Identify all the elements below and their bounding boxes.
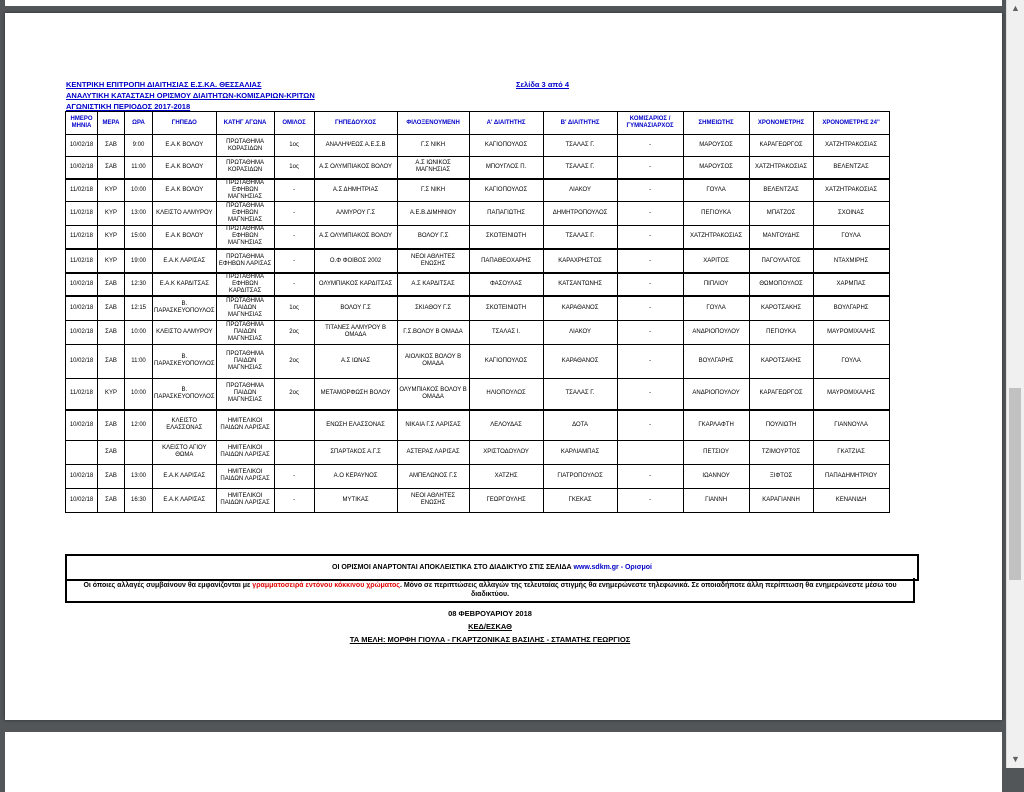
table-cell: ΚΑΡΟΤΣΑΚΗΣ [749,344,813,378]
table-cell: ΟΛΥΜΠΙΑΚΟΣ ΚΑΡΔΙΤΣΑΣ [314,273,397,296]
table-cell: ΝΤΑΧΜΙΡΗΣ [813,249,889,273]
scrollbar-thumb[interactable] [1009,388,1021,580]
header-season: ΑΓΩΝΙΣΤΙΚΗ ΠΕΡΙΟΔΟΣ 2017-2018 [66,102,191,111]
table-cell: ΘΩΜΟΠΟΥΛΟΣ [749,273,813,296]
table-cell: - [274,488,314,512]
table-cell: ΑΝΔΡΙΟΠΟΥΛΟΥ [683,320,749,344]
table-cell: - [274,201,314,225]
table-cell: 10/02/18 [66,344,98,378]
table-cell: 10:00 [125,179,153,202]
notice-changes-after: . Μόνο σε περιπτώσεις αλλαγών της τελευταίας στιγμής θα ενημερώνεστε τηλεφωνικά. Σε οποιαδήποτε άλλη περίπτωση θα ενημερώνεστε μέσω του διαδικτύου. [399,582,897,598]
table-cell: ΧΡΙΣΤΟΔΟΥΛΟΥ [469,440,543,464]
column-header: ΚΑΤΗΓ ΑΓΩΝΑ [216,112,274,135]
table-cell: ΠΡΩΤΑΘΗΜΑ ΚΟΡΑΣΙΔΩΝ [216,157,274,179]
table-cell: ΣΑΒ [98,157,125,179]
table-cell: ΓΙΑΤΡΟΠΟΥΛΟΣ [543,464,617,488]
table-cell: 2ος [274,344,314,378]
table-cell: ΤΣΑΛΑΣ Ι. [469,320,543,344]
table-cell: 16:30 [125,488,153,512]
table-cell: ΚΑΡΑΧΡΗΣΤΟΣ [543,249,617,273]
table-cell: - [617,157,683,179]
table-cell: ΗΜΙΤΕΛΙΚΟΙ ΠΑΙΔΩΝ ΛΑΡΙΣΑΣ [216,410,274,440]
column-header: Α' ΔΙΑΙΤΗΤΗΣ [469,112,543,135]
table-cell: ΜΠΑΤΖΟΣ [749,201,813,225]
table-cell: ΧΑΤΖΗΤΡΑΚΟΣΙΑΣ [813,179,889,202]
table-cell: ΚΑΡΑΘΑΝΟΣ [543,296,617,320]
table-cell: ΚΕΝΑΝΙΔΗ [813,488,889,512]
column-header: ΗΜΕΡΟ ΜΗΝΙΑ [66,112,98,135]
table-cell: ΣΑΒ [98,273,125,296]
table-cell: ΣΠΑΡΤΑΚΟΣ Α.Γ.Σ [314,440,397,464]
table-body [66,135,890,513]
table-cell: ΚΛΕΙΣΤΟ ΕΛΑΣΣΟΝΑΣ [153,410,217,440]
table-cell: ΓΟΥΛΑ [813,344,889,378]
table-cell: ΠΕΓΙΟΥΚΑ [749,320,813,344]
table-cell: 11/02/18 [66,378,98,410]
page-number-label: Σελίδα 3 από 4 [516,80,570,89]
table-cell: ΓΚΕΚΑΣ [543,488,617,512]
table-cell: ΣΑΒ [98,464,125,488]
table-row [66,378,890,410]
table-cell: Α.Σ ΙΩΝΙΚΟΣ ΜΑΓΝΗΣΙΑΣ [397,157,469,179]
column-header: ΩΡΑ [125,112,153,135]
table-cell: Ε.Α.Κ ΒΟΛΟΥ [153,179,217,202]
table-cell: ΑΜΠΕΛΩΝΟΣ Γ.Σ [397,464,469,488]
table-cell: ΤΙΤΑΝΕΣ ΑΛΜΥΡΟΥ Β ΟΜΑΔΑ [314,320,397,344]
table-cell: Α.Σ ΚΑΡΔΙΤΣΑΣ [397,273,469,296]
table-cell: ΛΙΑΚΟΥ [543,320,617,344]
table-cell: ΣΑΒ [98,296,125,320]
table-cell [274,440,314,464]
table-cell: Γ.Σ.ΒΟΛΟΥ Β ΟΜΑΔΑ [397,320,469,344]
table-cell: 11/02/18 [66,225,98,249]
table-cell: - [274,179,314,202]
column-header: ΣΗΜΕΙΩΤΗΣ [683,112,749,135]
table-cell: - [617,464,683,488]
table-cell: ΑΝΑΛΗΨΕΩΣ Α.Ε.Σ.Β [314,135,397,157]
notice-changes-before: Οι όποιες αλλαγές συμβαίνουν θα εμφανίζονται με [83,582,253,589]
table-cell: 13:00 [125,464,153,488]
footer-organization: ΚΕΔ/ΕΣΚΑΘ [468,622,512,631]
notice-changes [65,578,915,603]
table-cell: ΠΡΩΤΑΘΗΜΑ ΠΑΙΔΩΝ ΜΑΓΝΗΣΙΑΣ [216,378,274,410]
table-cell: 11/02/18 [66,179,98,202]
table-cell: - [274,249,314,273]
table-cell: ΑΣΤΕΡΑΣ ΛΑΡΙΣΑΣ [397,440,469,464]
column-header: ΓΗΠΕΔΟΥΧΟΣ [314,112,397,135]
table-cell: ΣΚΙΑΘΟΥ Γ.Σ [397,296,469,320]
table-cell: ΜΥΤΙΚΑΣ [314,488,397,512]
table-cell: 19:00 [125,249,153,273]
table-cell: ΑΝΔΡΙΟΠΟΥΛΟΥ [683,378,749,410]
table-cell: 1ος [274,157,314,179]
table-cell: ΚΑΓΙΟΠΟΥΛΟΣ [469,135,543,157]
table-cell: ΒΟΛΟΥ Γ.Σ [314,296,397,320]
table-cell: 12:00 [125,410,153,440]
column-header: Β' ΔΙΑΙΤΗΤΗΣ [543,112,617,135]
table-cell: ΚΑΤΣΑΝΤΩΝΗΣ [543,273,617,296]
table-cell [66,440,98,464]
table-row [66,273,890,296]
table-cell: ΑΛΜΥΡΟΥ Γ.Σ [314,201,397,225]
table-cell: ΚΥΡ [98,201,125,225]
table-cell: ΠΡΩΤΑΘΗΜΑ ΕΦΗΒΩΝ ΛΑΡΙΣΑΣ [216,249,274,273]
table-cell: ΣΑΒ [98,320,125,344]
table-cell: Γ.Σ ΝΙΚΗ [397,179,469,202]
table-cell: ΒΟΥΛΓΑΡΗΣ [813,296,889,320]
table-cell: ΠΕΤΣΙΟΥ [683,440,749,464]
table-cell: ΤΖΙΜΟΥΡΤΟΣ [749,440,813,464]
table-cell: 11:00 [125,157,153,179]
table-cell: ΣΑΒ [98,488,125,512]
table-cell: - [274,225,314,249]
table-cell: ΜΑΥΡΟΜΙΧΑΛΗΣ [813,378,889,410]
table-cell: ΝΕΟΙ ΑΘΛΗΤΕΣ ΕΝΩΣΗΣ [397,488,469,512]
table-row [66,440,890,464]
table-row [66,320,890,344]
table-cell: Ε.Α.Κ ΛΑΡΙΣΑΣ [153,249,217,273]
scroll-up-arrow-icon[interactable]: ▲ [1011,3,1020,13]
table-cell: ΒΕΛΕΝΤΖΑΣ [813,157,889,179]
table-cell: Ε.Α.Κ ΒΟΛΟΥ [153,157,217,179]
table-cell: ΧΑΤΖΗΣ [469,464,543,488]
table-cell: ΚΑΓΙΟΠΟΥΛΟΣ [469,179,543,202]
table-row [66,225,890,249]
table-row [66,157,890,179]
table-cell: ΗΜΙΤΕΛΙΚΟΙ ΠΑΙΔΩΝ ΛΑΡΙΣΑΣ [216,440,274,464]
table-cell: 10/02/18 [66,410,98,440]
table-row [66,410,890,440]
schedule-table [65,111,890,513]
table-cell: ΧΑΤΖΗΤΡΑΚΟΣΙΑΣ [749,157,813,179]
table-cell: Ε.Α.Κ ΒΟΛΟΥ [153,135,217,157]
table-cell: ΠΟΥΛΙΩΤΗ [749,410,813,440]
table-cell: ΝΙΚΑΙΑ Γ.Σ ΛΑΡΙΣΑΣ [397,410,469,440]
table-cell: Β. ΠΑΡΑΣΚΕΥΟΠΟΥΛΟΣ [153,344,217,378]
table-row [66,488,890,512]
table-cell: Ε.Α.Κ ΛΑΡΙΣΑΣ [153,488,217,512]
table-cell: 10/02/18 [66,296,98,320]
table-cell: ΣΚΟΤΕΙΝΙΩΤΗ [469,225,543,249]
table-cell: ΚΛΕΙΣΤΟ ΑΓΙΟΥ ΘΩΜΑ [153,440,217,464]
table-cell: Α.Ο ΚΕΡΑΥΝΟΣ [314,464,397,488]
table-cell: - [274,273,314,296]
table-cell: ΓΟΥΛΑ [683,179,749,202]
table-cell: ΟΛΥΜΠΙΑΚΟΣ ΒΟΛΟΥ Β ΟΜΑΔΑ [397,378,469,410]
table-cell: ΚΑΡΟΤΣΑΚΗΣ [749,296,813,320]
table-cell: ΛΕΛΟΥΔΑΣ [469,410,543,440]
table-cell: Ε.Α.Κ ΛΑΡΙΣΑΣ [153,464,217,488]
table-cell: ΧΑΡΙΤΟΣ [683,249,749,273]
table-cell: 10/02/18 [66,488,98,512]
column-header: ΧΡΟΝΟΜΕΤΡΗΣ 24'' [813,112,889,135]
table-cell: ΠΕΓΙΟΥΚΑ [683,201,749,225]
table-cell: 10:00 [125,320,153,344]
table-cell: ΓΙΑΝΝΟΥΛΑ [813,410,889,440]
notice-changes-red: γραμματοσειρά εντόνου κόκκινου χρώματος [252,582,400,589]
notice-online-only [65,554,919,581]
table-cell: - [617,225,683,249]
table-row [66,296,890,320]
column-header: ΚΟΜΙΣΑΡΙΟΣ / ΓΥΜΝΑΣΙΑΡΧΟΣ [617,112,683,135]
table-cell: ΠΡΩΤΑΘΗΜΑ ΠΑΙΔΩΝ ΜΑΓΝΗΣΙΑΣ [216,344,274,378]
table-row [66,135,890,157]
table-cell: ΠΑΠΑΔΗΜΗΤΡΙΟΥ [813,464,889,488]
table-cell: ΚΑΓΙΟΠΟΥΛΟΣ [469,344,543,378]
table-cell: ΚΑΡΑΓΕΩΡΓΟΣ [749,378,813,410]
table-cell: ΣΚΟΤΕΙΝΙΩΤΗ [469,296,543,320]
table-cell: Γ.Σ ΝΙΚΗ [397,135,469,157]
table-cell: ΣΑΒ [98,440,125,464]
table-cell: - [617,179,683,202]
table-cell: Ο.Φ ΦΟΙΒΟΣ 2002 [314,249,397,273]
table-cell: - [274,464,314,488]
column-header: ΓΗΠΕΔΟ [153,112,217,135]
table-row [66,464,890,488]
document-page [5,13,1002,720]
table-cell: 10/02/18 [66,135,98,157]
table-cell: - [617,273,683,296]
table-cell: 13:00 [125,201,153,225]
table-cell: Β. ΠΑΡΑΣΚΕΥΟΠΟΥΛΟΣ [153,296,217,320]
table-cell: ΚΛΕΙΣΤΟ ΑΛΜΥΡΟΥ [153,320,217,344]
footer-members: ΤΑ ΜΕΛΗ: ΜΟΡΦΗ ΓΙΟΥΛΑ - ΓΚΑΡΤΖΟΝΙΚΑΣ ΒΑΣΙΛΗΣ - ΣΤΑΜΑΤΗΣ ΓΕΩΡΓΙΟΣ [349,635,631,644]
table-cell: ΓΕΩΡΓΟΥΛΗΣ [469,488,543,512]
table-cell: ΤΣΑΛΑΣ Γ. [543,157,617,179]
table-cell: Α.Σ ΙΩΝΑΣ [314,344,397,378]
table-cell: ΓΟΥΛΑ [683,296,749,320]
column-header: ΜΕΡΑ [98,112,125,135]
table-cell: ΑΙΟΛΙΚΟΣ ΒΟΛΟΥ Β ΟΜΑΔΑ [397,344,469,378]
table-cell: - [617,296,683,320]
table-cell: ΠΑΠΑΓΙΩΤΗΣ [469,201,543,225]
table-cell: ΓΚΑΤΖΙΑΣ [813,440,889,464]
table-cell: ΦΑΣΟΥΛΑΣ [469,273,543,296]
table-cell: ΞΙΦΤΟΣ [749,464,813,488]
table-cell: - [617,344,683,378]
table-cell: 12:30 [125,273,153,296]
table-cell: Ε.Α.Κ ΚΑΡΔΙΤΣΑΣ [153,273,217,296]
table-cell: Α.Σ ΔΗΜΗΤΡΙΑΣ [314,179,397,202]
table-cell: 10/02/18 [66,464,98,488]
table-cell: ΝΕΟΙ ΑΘΛΗΤΕΣ ΕΝΩΣΗΣ [397,249,469,273]
table-cell: Α.Σ ΟΛΥΜΠΙΑΚΟΣ ΒΟΛΟΥ [314,157,397,179]
next-page [5,732,1002,792]
table-cell: ΣΑΒ [98,135,125,157]
table-cell: Ε.Α.Κ ΒΟΛΟΥ [153,225,217,249]
table-cell: ΠΡΩΤΑΘΗΜΑ ΠΑΙΔΩΝ ΜΑΓΝΗΣΙΑΣ [216,296,274,320]
table-cell: ΒΕΛΕΝΤΖΑΣ [749,179,813,202]
footer-date: 08 ΦΕΒΡΟΥΑΡΙΟΥ 2018 [448,609,532,618]
previous-page-edge [5,0,1002,6]
table-cell [125,440,153,464]
table-cell: ΔΗΜΗΤΡΟΠΟΥΛΟΣ [543,201,617,225]
table-cell: - [617,488,683,512]
column-header: ΦΙΛΟΞΕΝΟΥΜΕΝΗ [397,112,469,135]
table-cell: ΕΝΩΣΗ ΕΛΑΣΣΟΝΑΣ [314,410,397,440]
table-cell: ΗΜΙΤΕΛΙΚΟΙ ΠΑΙΔΩΝ ΛΑΡΙΣΑΣ [216,464,274,488]
table-cell: ΣΑΒ [98,410,125,440]
table-cell: 2ος [274,378,314,410]
table-cell: - [617,320,683,344]
table-cell: ΙΩΑΝΝΟΥ [683,464,749,488]
table-cell: ΒΟΥΛΓΑΡΗΣ [683,344,749,378]
table-cell: - [617,135,683,157]
table-cell: 10/02/18 [66,273,98,296]
column-header: ΧΡΟΝΟΜΕΤΡΗΣ [749,112,813,135]
table-cell: 10/02/18 [66,157,98,179]
table-cell: - [617,410,683,440]
table-cell: 10:00 [125,378,153,410]
table-cell: 2ος [274,320,314,344]
table-cell: ΤΣΑΛΑΣ Γ. [543,378,617,410]
table-cell: Α.Σ ΟΛΥΜΠΙΑΚΟΣ ΒΟΛΟΥ [314,225,397,249]
table-cell: ΜΑΡΟΥΣΟΣ [683,157,749,179]
table-cell: ΚΑΡΑΓΙΑΝΝΗ [749,488,813,512]
table-cell: ΒΟΛΟΥ Γ.Σ [397,225,469,249]
table-cell: ΜΑΥΡΟΜΙΧΑΛΗΣ [813,320,889,344]
table-cell: ΠΙΠΛΙΟΥ [683,273,749,296]
table-cell: ΣΧΟΙΝΑΣ [813,201,889,225]
table-cell: ΠΡΩΤΑΘΗΜΑ ΚΟΡΑΣΙΔΩΝ [216,135,274,157]
table-row [66,344,890,378]
table-cell: ΤΣΑΛΑΣ Γ. [543,135,617,157]
table-cell: 12:15 [125,296,153,320]
table-cell: ΓΟΥΛΑ [813,225,889,249]
header-committee: ΚΕΝΤΡΙΚΗ ΕΠΙΤΡΟΠΗ ΔΙΑΙΤΗΣΙΑΣ Ε.Σ.ΚΑ. ΘΕΣΣΑΛΙΑΣ [66,80,262,89]
table-cell: ΚΥΡ [98,378,125,410]
table-cell: 1ος [274,296,314,320]
table-cell: Α.Ε.Β.ΔΙΜΗΝΙΟΥ [397,201,469,225]
table-cell: - [617,249,683,273]
table-row [66,179,890,202]
notice-online-text: ΟΙ ΟΡΙΣΜΟΙ ΑΝΑΡΤΟΝΤΑΙ ΑΠΟΚΛΕΙΣΤΙΚΑ ΣΤΟ ΔΙΑΔΙΚΤΥΟ ΣΤΙΣ ΣΕΛΙΔΑ [332,564,572,571]
table-cell: 1ος [274,135,314,157]
table-cell: ΗΛΙΟΠΟΥΛΟΣ [469,378,543,410]
notice-website-link[interactable]: www.sdkm.gr - Ορισμοί [573,564,652,571]
table-row [66,201,890,225]
table-cell: ΠΡΩΤΑΘΗΜΑ ΕΦΗΒΩΝ ΜΑΓΝΗΣΙΑΣ [216,201,274,225]
table-cell: ΓΙΑΝΝΗ [683,488,749,512]
table-cell: 11/02/18 [66,201,98,225]
table-cell: - [617,378,683,410]
table-cell: ΚΥΡ [98,179,125,202]
table-cell: Β. ΠΑΡΑΣΚΕΥΟΠΟΥΛΟΣ [153,378,217,410]
table-cell: ΓΚΑΡΛΑΦΤΗ [683,410,749,440]
table-cell: ΠΑΓΟΥΛΑΤΟΣ [749,249,813,273]
table-cell [617,440,683,464]
table-cell: ΠΡΩΤΑΘΗΜΑ ΠΑΙΔΩΝ ΜΑΓΝΗΣΙΑΣ [216,320,274,344]
table-cell: ΚΑΡΑΘΑΝΟΣ [543,344,617,378]
table-cell: ΜΕΤΑΜΟΡΦΩΣΗ ΒΟΛΟΥ [314,378,397,410]
table-cell: ΣΑΒ [98,344,125,378]
table-header-row [66,112,890,135]
table-cell: ΚΑΡΑΓΕΩΡΓΟΣ [749,135,813,157]
table-cell: ΚΑΡΛΙΑΜΠΑΣ [543,440,617,464]
table-cell: ΠΡΩΤΑΘΗΜΑ ΕΦΗΒΩΝ ΜΑΓΝΗΣΙΑΣ [216,225,274,249]
table-cell: ΜΑΡΟΥΣΟΣ [683,135,749,157]
table-cell: ΤΣΑΛΑΣ Γ. [543,225,617,249]
header-report-title: ΑΝΑΛΥΤΙΚΗ ΚΑΤΑΣΤΑΣΗ ΟΡΙΣΜΟΥ ΔΙΑΙΤΗΤΩΝ-ΚΟΜΙΣΑΡΙΩΝ-ΚΡΙΤΩΝ [66,91,315,100]
table-cell: ΧΑΤΖΗΤΡΑΚΟΣΙΑΣ [683,225,749,249]
table-cell [274,410,314,440]
table-cell: 15:00 [125,225,153,249]
table-cell: 11:00 [125,344,153,378]
table-cell: ΔΟΤΑ [543,410,617,440]
table-row [66,249,890,273]
table-cell: - [617,201,683,225]
vertical-scrollbar[interactable] [1006,0,1024,768]
table-cell: ΚΛΕΙΣΤΟ ΑΛΜΥΡΟΥ [153,201,217,225]
scroll-down-arrow-icon[interactable]: ▼ [1011,754,1020,764]
table-cell: ΜΠΟΥΓΛΟΣ Π. [469,157,543,179]
table-cell: 9:00 [125,135,153,157]
table-cell: 11/02/18 [66,249,98,273]
table-cell: ΧΑΤΖΗΤΡΑΚΟΣΙΑΣ [813,135,889,157]
table-cell: ΠΡΩΤΑΘΗΜΑ ΕΦΗΒΩΝ ΜΑΓΝΗΣΙΑΣ [216,179,274,202]
table-cell: ΛΙΑΚΟΥ [543,179,617,202]
table-cell: ΠΑΠΑΘΕΟΧΑΡΗΣ [469,249,543,273]
column-header: ΟΜΙΛΟΣ [274,112,314,135]
table-cell: ΚΥΡ [98,249,125,273]
table-cell: ΗΜΙΤΕΛΙΚΟΙ ΠΑΙΔΩΝ ΛΑΡΙΣΑΣ [216,488,274,512]
table-cell: ΧΑΡΜΠΑΣ [813,273,889,296]
table-cell: ΠΡΩΤΑΘΗΜΑ ΕΦΗΒΩΝ ΚΑΡΔΙΤΣΑΣ [216,273,274,296]
table-cell: 10/02/18 [66,320,98,344]
table-cell: ΚΥΡ [98,225,125,249]
table-cell: ΜΑΝΤΟΥΔΗΣ [749,225,813,249]
